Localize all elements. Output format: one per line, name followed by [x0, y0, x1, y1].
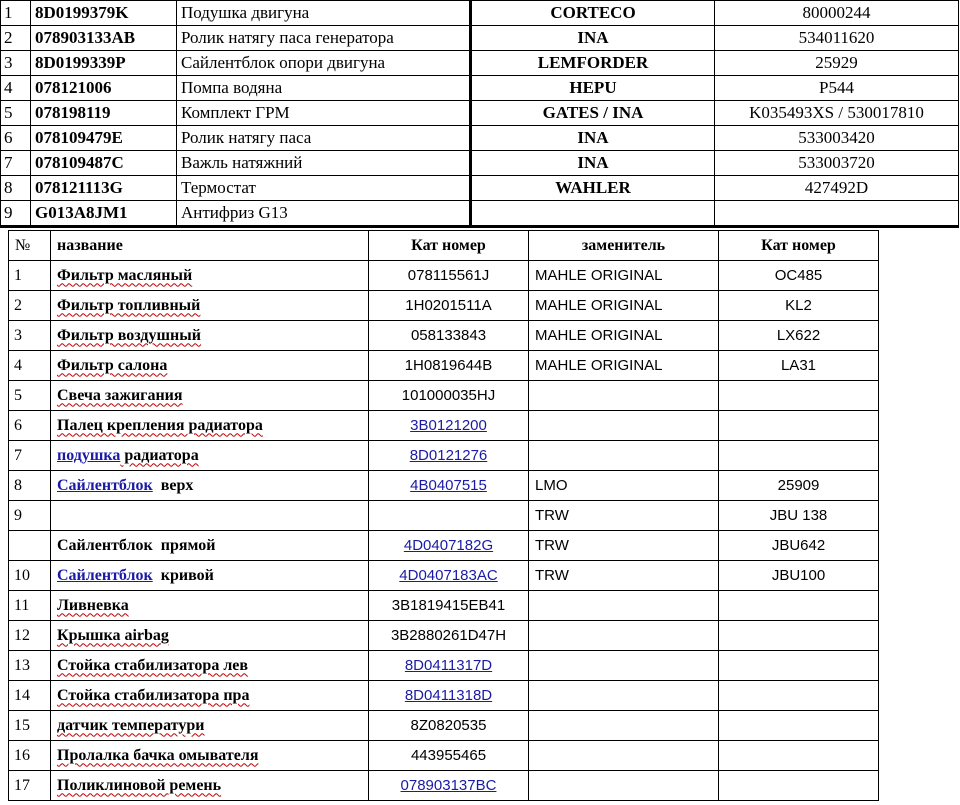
row-number: 6: [1, 126, 31, 151]
table-row: [9, 501, 879, 531]
table-row: [9, 291, 879, 321]
substitute-catalog-number: LX622: [719, 321, 879, 351]
table-row: [9, 471, 879, 501]
substitute-catalog-number: [719, 591, 879, 621]
row-number: [9, 531, 51, 561]
row-number: 4: [1, 76, 31, 101]
top-parts-table: [0, 0, 959, 228]
table-row: [1, 76, 959, 101]
row-number: 1: [1, 1, 31, 26]
row-number: 9: [1, 201, 31, 227]
part-name: Свеча зажигания: [51, 381, 369, 411]
table-row: [9, 411, 879, 441]
catalog-number-link[interactable]: 4D0407183AC: [399, 567, 498, 584]
row-number: 6: [9, 411, 51, 441]
part-name: Фильтр воздушный: [51, 321, 369, 351]
brand-part-number: P544: [715, 76, 959, 101]
part-code: 078109487C: [31, 151, 177, 176]
brand: WAHLER: [471, 176, 715, 201]
brand: GATES / INA: [471, 101, 715, 126]
brand: HEPU: [471, 76, 715, 101]
table-row: [1, 1, 959, 26]
table-row: [9, 591, 879, 621]
substitute-brand: MAHLE ORIGINAL: [529, 321, 719, 351]
part-name: Сайлентблок кривой: [51, 561, 369, 591]
header-substitute: заменитель: [529, 231, 719, 261]
row-number: 2: [9, 291, 51, 321]
header-number: №: [9, 231, 51, 261]
part-code: 078198119: [31, 101, 177, 126]
catalog-number: [369, 681, 529, 711]
substitute-brand: [529, 711, 719, 741]
substitute-brand: [529, 651, 719, 681]
substitute-catalog-number: [719, 621, 879, 651]
part-name: Ролик натягу паса генератора: [177, 26, 471, 51]
substitute-brand: TRW: [529, 561, 719, 591]
catalog-number-link[interactable]: 3B0121200: [410, 417, 487, 434]
brand-part-number: 427492D: [715, 176, 959, 201]
part-name: Термостат: [177, 176, 471, 201]
substitute-brand: [529, 381, 719, 411]
substitute-brand: MAHLE ORIGINAL: [529, 291, 719, 321]
table-row: [1, 126, 959, 151]
part-code: G013A8JM1: [31, 201, 177, 227]
substitute-catalog-number: [719, 651, 879, 681]
part-name: Ролик натягу паса: [177, 126, 471, 151]
catalog-number-link[interactable]: 078903137BC: [400, 777, 497, 794]
brand-part-number: [715, 201, 959, 227]
catalog-number: 8Z0820535: [369, 711, 529, 741]
row-number: 7: [1, 151, 31, 176]
part-name: Стойка стабилизатора пра: [51, 681, 369, 711]
part-name: Фильтр салона: [51, 351, 369, 381]
part-name: Сайлентблок верх: [51, 471, 369, 501]
substitute-catalog-number: OC485: [719, 261, 879, 291]
catalog-number: 1H0819644B: [369, 351, 529, 381]
substitute-catalog-number: [719, 771, 879, 801]
substitute-brand: [529, 621, 719, 651]
substitute-brand: MAHLE ORIGINAL: [529, 351, 719, 381]
row-number: 3: [9, 321, 51, 351]
part-name: Подушка двигуна: [177, 1, 471, 26]
row-number: 2: [1, 26, 31, 51]
catalog-number: [369, 441, 529, 471]
table-row: [9, 321, 879, 351]
row-number: 15: [9, 711, 51, 741]
part-name: Поликлиновой ремень: [51, 771, 369, 801]
table-row: [9, 741, 879, 771]
row-number: 8: [9, 471, 51, 501]
part-name: подушка радиатора: [51, 441, 369, 471]
row-number: 13: [9, 651, 51, 681]
table-row: [9, 261, 879, 291]
row-number: 5: [9, 381, 51, 411]
part-name: Комплект ГРМ: [177, 101, 471, 126]
catalog-number: [369, 771, 529, 801]
brand: INA: [471, 26, 715, 51]
part-name: датчик температури: [51, 711, 369, 741]
header-substitute-catalog-number: Кат номер: [719, 231, 879, 261]
row-number: 16: [9, 741, 51, 771]
table-row: [9, 651, 879, 681]
catalog-number: 3B2880261D47H: [369, 621, 529, 651]
consumables-table: [8, 230, 879, 801]
catalog-number: 1H0201511A: [369, 291, 529, 321]
catalog-number: 101000035HJ: [369, 381, 529, 411]
substitute-catalog-number: JBU642: [719, 531, 879, 561]
part-code: 078121006: [31, 76, 177, 101]
substitute-brand: TRW: [529, 531, 719, 561]
substitute-catalog-number: 25909: [719, 471, 879, 501]
substitute-catalog-number: [719, 381, 879, 411]
table-row: [9, 381, 879, 411]
table-row: [1, 151, 959, 176]
header-catalog-number: Кат номер: [369, 231, 529, 261]
part-name-link[interactable]: Сайлентблок: [57, 566, 153, 584]
part-name: Палец крепления радиатора: [51, 411, 369, 441]
row-number: 5: [1, 101, 31, 126]
substitute-catalog-number: LA31: [719, 351, 879, 381]
substitute-brand: [529, 771, 719, 801]
part-code: 078121113G: [31, 176, 177, 201]
substitute-brand: [529, 591, 719, 621]
part-name: Важль натяжний: [177, 151, 471, 176]
part-code: 078903133AB: [31, 26, 177, 51]
row-number: 7: [9, 441, 51, 471]
substitute-brand: [529, 741, 719, 771]
part-name: Ливневка: [51, 591, 369, 621]
row-number: 1: [9, 261, 51, 291]
row-number: 8: [1, 176, 31, 201]
part-name: Пролалка бачка омывателя: [51, 741, 369, 771]
brand: INA: [471, 151, 715, 176]
brand: [471, 201, 715, 227]
table-row: [9, 531, 879, 561]
row-number: 4: [9, 351, 51, 381]
brand-part-number: K035493XS / 530017810: [715, 101, 959, 126]
part-name: [51, 501, 369, 531]
catalog-number-link[interactable]: 8D0411317D: [404, 657, 493, 674]
table-row: [9, 561, 879, 591]
part-name: Крышка airbag: [51, 621, 369, 651]
catalog-number: [369, 501, 529, 531]
substitute-catalog-number: [719, 741, 879, 771]
brand-part-number: 80000244: [715, 1, 959, 26]
part-name: Помпа водяна: [177, 76, 471, 101]
row-number: 3: [1, 51, 31, 76]
brand: LEMFORDER: [471, 51, 715, 76]
brand-part-number: 534011620: [715, 26, 959, 51]
table-row: [9, 771, 879, 801]
header-name: название: [51, 231, 369, 261]
table-row: [1, 176, 959, 201]
substitute-brand: [529, 681, 719, 711]
part-name: Фильтр масляный: [51, 261, 369, 291]
part-name: Сайлентблок прямой: [51, 531, 369, 561]
substitute-brand: TRW: [529, 501, 719, 531]
brand-part-number: 533003720: [715, 151, 959, 176]
catalog-number: [369, 561, 529, 591]
substitute-catalog-number: JBU 138: [719, 501, 879, 531]
substitute-catalog-number: [719, 681, 879, 711]
table-row: [1, 51, 959, 76]
substitute-catalog-number: KL2: [719, 291, 879, 321]
catalog-number-link[interactable]: 8D0121276: [409, 447, 488, 464]
brand-part-number: 25929: [715, 51, 959, 76]
catalog-number: [369, 651, 529, 681]
substitute-brand: [529, 441, 719, 471]
row-number: 10: [9, 561, 51, 591]
row-number: 9: [9, 501, 51, 531]
row-number: 12: [9, 621, 51, 651]
part-name: Стойка стабилизатора лев: [51, 651, 369, 681]
part-code: 8D0199339P: [31, 51, 177, 76]
catalog-number-link[interactable]: 4D0407182G: [403, 537, 494, 554]
row-number: 14: [9, 681, 51, 711]
part-name: Антифриз G13: [177, 201, 471, 227]
catalog-number: [369, 471, 529, 501]
substitute-catalog-number: JBU100: [719, 561, 879, 591]
substitute-brand: MAHLE ORIGINAL: [529, 261, 719, 291]
table-row: [9, 441, 879, 471]
table-row: [9, 351, 879, 381]
brand-part-number: 533003420: [715, 126, 959, 151]
catalog-number: [369, 531, 529, 561]
substitute-brand: [529, 411, 719, 441]
table-row: [1, 101, 959, 126]
table-row: [9, 621, 879, 651]
table-row: [9, 681, 879, 711]
table-row: [1, 201, 959, 227]
part-code: 8D0199379K: [31, 1, 177, 26]
part-name: Фильтр топливный: [51, 291, 369, 321]
catalog-number: 443955465: [369, 741, 529, 771]
substitute-catalog-number: [719, 711, 879, 741]
catalog-number-link[interactable]: 8D0411318D: [404, 687, 493, 704]
part-name-link[interactable]: Сайлентблок: [57, 476, 153, 494]
brand: CORTECO: [471, 1, 715, 26]
part-name-link[interactable]: подушка: [57, 446, 121, 464]
table-row: [9, 711, 879, 741]
table-row: [1, 26, 959, 51]
part-code: 078109479E: [31, 126, 177, 151]
substitute-brand: LMO: [529, 471, 719, 501]
catalog-number-link[interactable]: 4B0407515: [410, 477, 487, 494]
row-number: 11: [9, 591, 51, 621]
part-name: Сайлентблок опори двигуна: [177, 51, 471, 76]
substitute-catalog-number: [719, 441, 879, 471]
table-header-row: [9, 231, 879, 261]
catalog-number: 058133843: [369, 321, 529, 351]
catalog-number: [369, 411, 529, 441]
row-number: 17: [9, 771, 51, 801]
catalog-number: 3B1819415EB41: [369, 591, 529, 621]
catalog-number: 078115561J: [369, 261, 529, 291]
substitute-catalog-number: [719, 411, 879, 441]
brand: INA: [471, 126, 715, 151]
